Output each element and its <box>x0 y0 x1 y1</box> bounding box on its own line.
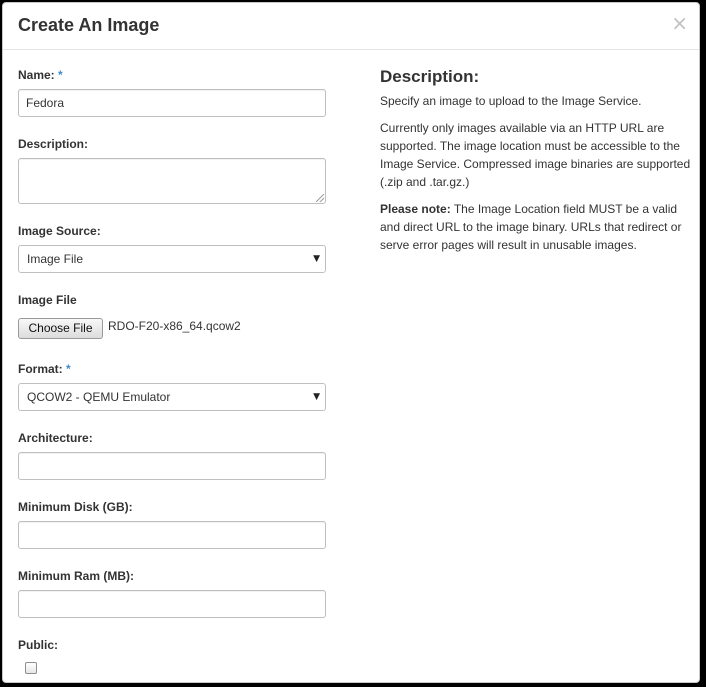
selected-file-name: RDO-F20-x86_64.qcow2 <box>108 319 241 333</box>
name-label <box>18 67 63 83</box>
help-note-label: Please note: <box>380 202 451 216</box>
image-source-selected: Image File <box>27 252 84 266</box>
name-label-text: Name: <box>18 68 55 82</box>
caret-down-icon: ▼ <box>313 392 320 402</box>
resize-grip-icon[interactable] <box>316 194 324 202</box>
choose-file-button[interactable]: Choose File <box>18 318 103 339</box>
format-label-text: Format: <box>18 362 63 376</box>
caret-down-icon: ▼ <box>313 254 320 264</box>
architecture-input[interactable] <box>18 452 326 480</box>
format-label <box>18 361 71 377</box>
help-note <box>380 200 692 254</box>
min-disk-input[interactable] <box>18 521 326 549</box>
required-mark: * <box>58 68 63 82</box>
architecture-label: Architecture: <box>18 431 93 445</box>
help-heading: Description: <box>380 67 480 86</box>
min-disk-label: Minimum Disk (GB): <box>18 500 133 514</box>
modal-title: Create An Image <box>18 15 160 35</box>
public-label: Public: <box>18 638 59 652</box>
name-input[interactable] <box>18 89 326 117</box>
required-mark: * <box>66 362 71 376</box>
close-icon[interactable]: × <box>671 11 688 35</box>
format-select[interactable] <box>18 383 326 411</box>
help-panel <box>380 65 692 254</box>
description-textarea[interactable] <box>18 158 326 204</box>
public-checkbox[interactable] <box>25 662 37 674</box>
modal-header <box>3 3 699 50</box>
image-file-label: Image File <box>18 293 77 307</box>
min-ram-input[interactable] <box>18 590 326 618</box>
help-paragraph-1: Specify an image to upload to the Image Service. <box>380 94 642 108</box>
image-source-select[interactable] <box>18 245 326 273</box>
min-ram-label: Minimum Ram (MB): <box>18 569 134 583</box>
help-note-text: The Image Location field MUST be a valid and direct URL to the image binary. URLs that redirect or serve error pages will result in unusable images. <box>380 202 682 252</box>
format-selected: QCOW2 - QEMU Emulator <box>27 390 171 404</box>
description-label: Description: <box>18 137 89 151</box>
create-image-modal <box>2 2 700 683</box>
image-source-label: Image Source: <box>18 224 101 238</box>
help-paragraph-2: Currently only images available via an HTTP URL are supported. The image location must be accessible to the Image Service. Compressed image binaries are supported (.zip and .tar.gz.) <box>380 121 691 189</box>
